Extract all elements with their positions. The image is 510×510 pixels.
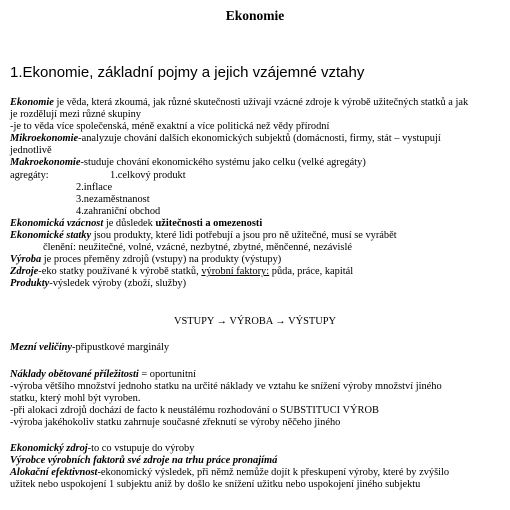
def-line: -je to věda více společenská, méně exaktní a více politická než vědy přírodní: [10, 121, 330, 133]
def-zdroj: [10, 443, 505, 455]
def-line: členění: neužitečné, volné, vzácné, nezbytné, zbytné, měnčenné, nezávislé: [43, 242, 352, 254]
aggregates-row-1: [10, 170, 505, 182]
def-mikroekonomie: [10, 133, 505, 145]
def-text: je věda, která zkoumá, jak různé skutečnosti užívají vzácné zdroje k výrobě užitečných statků a jak: [53, 97, 469, 108]
def-text: je proces přeměny zdrojů (vstupy) na produkty (výstupy): [41, 254, 282, 266]
def-text: je důsledek: [103, 217, 156, 229]
term-zdroj: Ekonomický zdroj: [10, 443, 88, 454]
def-text: jsou produkty, které lidi potřebují a jsou pro ně užitečné, musí se vyrábět: [91, 230, 397, 242]
def-line: -výroba většího množství jednoho statku na určité náklady ve vztahu ke snížení výroby množství jiného: [10, 381, 442, 393]
marginal-block: [10, 342, 505, 354]
term-produkty: Produkty: [10, 278, 50, 290]
def-text: -eko statky používané k výrobě statků,: [38, 266, 202, 278]
term-alokacni: Alokační efektivnost: [10, 467, 98, 479]
production-flow: VSTUPY → VÝROBA → VÝSTUPY: [173, 316, 337, 327]
opportunity-cost-block: [10, 369, 505, 429]
def-line: statku, který mohl být vyroben.: [10, 393, 141, 405]
term-makroekonomie: Makroekonomie: [10, 157, 81, 169]
def-line: jednotlivě: [10, 145, 52, 157]
aggregate-item: 3.nezaměstnanost: [76, 193, 150, 205]
def-line: užitek nebo uspokojení 1 subjektu aniž by došlo ke snížení užitku nebo uspokojení jiného subjektu: [10, 479, 421, 491]
def-text: -analyzuje chování dalších ekonomických subjektů (domácnosti, firmy, stát – vystupují: [78, 133, 441, 145]
def-text: = oportunitní: [138, 369, 196, 380]
def-text: -připustkové marginály: [72, 342, 170, 353]
aggregates-label: agregáty:: [10, 169, 49, 181]
def-line: -při alokaci zdrojů dochází de facto k neustálému rozhodování o SUBSTITUCI VÝROB: [10, 405, 379, 417]
def-text: -výsledek výroby (zboží, služby): [49, 278, 187, 290]
def-text: -studuje chování ekonomického systému jako celku (velké agregáty): [80, 157, 366, 169]
def-mezni: [10, 342, 505, 354]
page-title: Ekonomie: [225, 8, 285, 23]
def-vyroba: [10, 254, 505, 266]
term-statky: Ekonomické statky: [10, 230, 92, 242]
def-makroekonomie: [10, 157, 505, 169]
def-line: -výroba jakéhokoliv statku zahrnuje současné zřeknutí se výroby něčeho jiného: [10, 417, 341, 429]
def-text: -to co vstupuje do výroby: [87, 443, 195, 454]
aggregate-item: 1.celkový produkt: [110, 169, 186, 181]
def-alokacni: [10, 467, 505, 479]
term-vyroba: Výroba: [10, 254, 42, 266]
def-line: je rozdělují mezi různé skupiny: [10, 109, 141, 121]
term-vzacnost: Ekonomická vzácnost: [10, 217, 104, 229]
aggregate-item: 2.inflace: [76, 181, 113, 193]
def-vyrobce: Výrobce výrobních faktorů své zdroje na trhu práce pronajímá: [10, 455, 278, 467]
term-zdroje: Zdroje: [10, 266, 39, 278]
def-vzacnost: [10, 218, 505, 230]
term-mikroekonomie: Mikroekonomie: [10, 133, 79, 145]
def-text: -ekonomický výsledek, při němž nemůže dojít k přeskupení výroby, které by zvýšilo: [97, 467, 450, 479]
def-naklady: [10, 369, 505, 381]
def-zdroje: [10, 266, 505, 278]
term-ekonomie: Ekonomie: [10, 97, 54, 108]
def-emphasis: užitečnosti a omezenosti: [155, 217, 263, 229]
term-naklady: Náklady obětované příležitosti: [10, 369, 139, 380]
definitions-block: [10, 97, 505, 291]
def-text: půda, práce, kapitál: [269, 266, 354, 278]
section-heading: 1.Ekonomie, základní pojmy a jejich vzájemné vztahy: [10, 64, 365, 81]
resources-block: [10, 443, 505, 491]
def-ekonomie: [10, 97, 505, 109]
def-underline: výrobní faktory:: [201, 266, 270, 278]
def-produkty: [10, 278, 505, 290]
def-statky: [10, 230, 505, 242]
term-mezni: Mezní veličiny: [10, 342, 73, 353]
aggregate-item: 4.zahraniční obchod: [76, 205, 161, 217]
